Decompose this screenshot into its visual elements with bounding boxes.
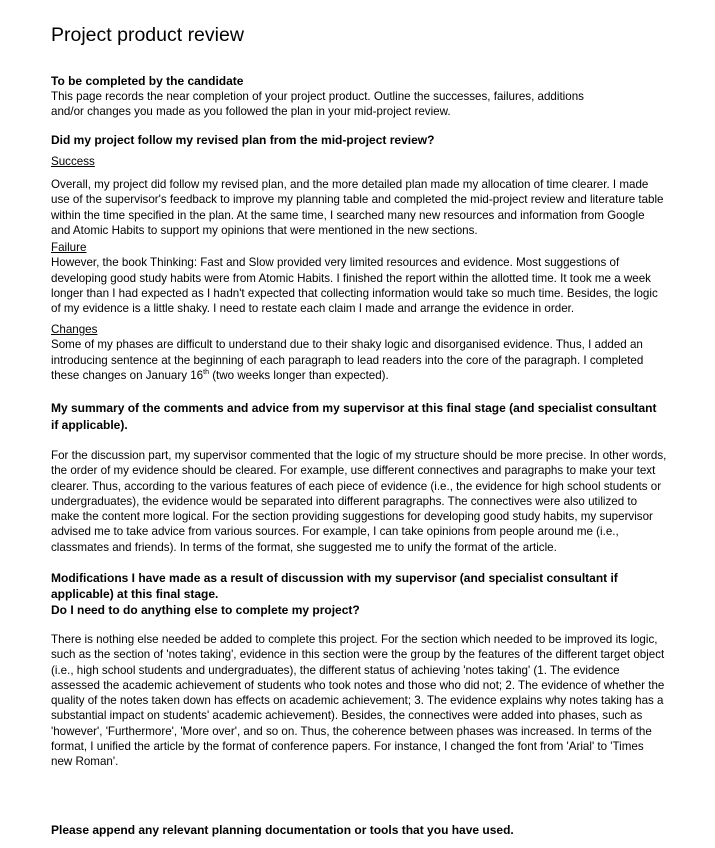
changes-section: [51, 322, 667, 383]
candidate-section: [51, 73, 667, 120]
q2-text: For the discussion part, my supervisor commented that the logic of my structure should be more precise. In other words, the order of my evidence should be cleared. For example, use different connectives and paragraphs to make your text clearer. Thus, according to the various features of each piece of evidence (i.e., the evidence for high school students or undergraduates), the evidence would be separated into different paragraphs. The connectives were also utilized to make the content more logical. For the section providing suggestions for developing good study habits, my supervisor advised me to take advice from various sources. For example, I can take opinions from people around me (i.e., classmates and friends). In terms of the format, she suggested me to unify the format of the article.: [51, 449, 667, 554]
q3-heading-2: Do I need to do anything else to complete my project?: [51, 603, 360, 617]
success-text: Overall, my project did follow my revised plan, and the more detailed plan made my allocation of time clearer. I made use of the supervisor's feedback to improve my planning table and completed the mid-project review and literature table within the time specified in the plan. At the same time, I searched many new resources and information from Google and Atomic Habits to support my opinions that were mentioned in the new sections.: [51, 178, 664, 237]
candidate-intro: This page records the near completion of your project product. Outline the successes, failures, additions and/or changes you made as you followed the plan in your mid-project review.: [51, 90, 584, 119]
q2-heading: My summary of the comments and advice from my supervisor at this final stage (and specialist consultant if applicable).: [51, 401, 657, 432]
changes-label: Changes: [51, 323, 98, 336]
q1-heading-block: [51, 132, 667, 148]
candidate-heading: To be completed by the candidate: [51, 74, 244, 88]
q1-heading: Did my project follow my revised plan from the mid-project review?: [51, 133, 435, 147]
q2-body: [51, 448, 667, 555]
success-body: [51, 177, 667, 238]
failure-text: However, the book Thinking: Fast and Slow provided very limited resources and evidence. Most suggestions of developing good study habits were from Atomic Habits. I finished the report within the allotted time. It took me a week longer than I had expected as I hadn't expected that collecting information would take so much time. Besides, the logic of my evidence is a little shaky. I need to restate each claim I made and arrange the evidence in order.: [51, 256, 658, 316]
q3-body: [51, 632, 667, 770]
footer-text: Please append any relevant planning documentation or tools that you have used.: [51, 823, 514, 837]
footer-section: [51, 822, 667, 838]
q3-text: There is nothing else needed be added to complete this project. For the section which needed to be improved its logic, such as the section of 'notes taking', evidence in this section were the group by the features of the different target object (i.e., high school students and undergraduates), the different status of achieving 'notes taking' (1. The evidence assessed the academic achievement of students who took notes and those who did not; 2. The evidence of whether the quality of the notes taken down has effects on academic achievement; 3. The evidence explains why notes taking has a substantial impact on students' academic achievement). Besides, the connectives were added into phases, such as 'however', 'Furthermore', 'More over', and so on. Thus, the coherence between phases was increased. In terms of the format, I unified the article by the format of conference papers. For instance, I changed the font from 'Arial' to 'Times new Roman'.: [51, 633, 665, 769]
q2-heading-block: [51, 400, 667, 434]
changes-text-part-1: Some of my phases are difficult to understand due to their shaky logic and disorganised evidence. Thus, I added an introducing sentence at the beginning of each paragraph to lead readers into the core of the paragraph. I completed these changes on January 16: [51, 338, 644, 382]
page-title: Project product review: [51, 24, 244, 46]
success-label: Success: [51, 155, 95, 168]
q3-heading-1: Modifications I have made as a result of discussion with my supervisor (and specialist consultant if applicable) at this final stage.: [51, 571, 618, 601]
failure-section: [51, 240, 667, 316]
q3-heading-block: [51, 570, 667, 618]
changes-superscript: th: [203, 369, 209, 377]
changes-text: [51, 337, 667, 383]
changes-text-part-2: (two weeks longer than expected).: [208, 368, 389, 382]
success-section: [51, 154, 667, 169]
failure-label: Failure: [51, 241, 87, 254]
